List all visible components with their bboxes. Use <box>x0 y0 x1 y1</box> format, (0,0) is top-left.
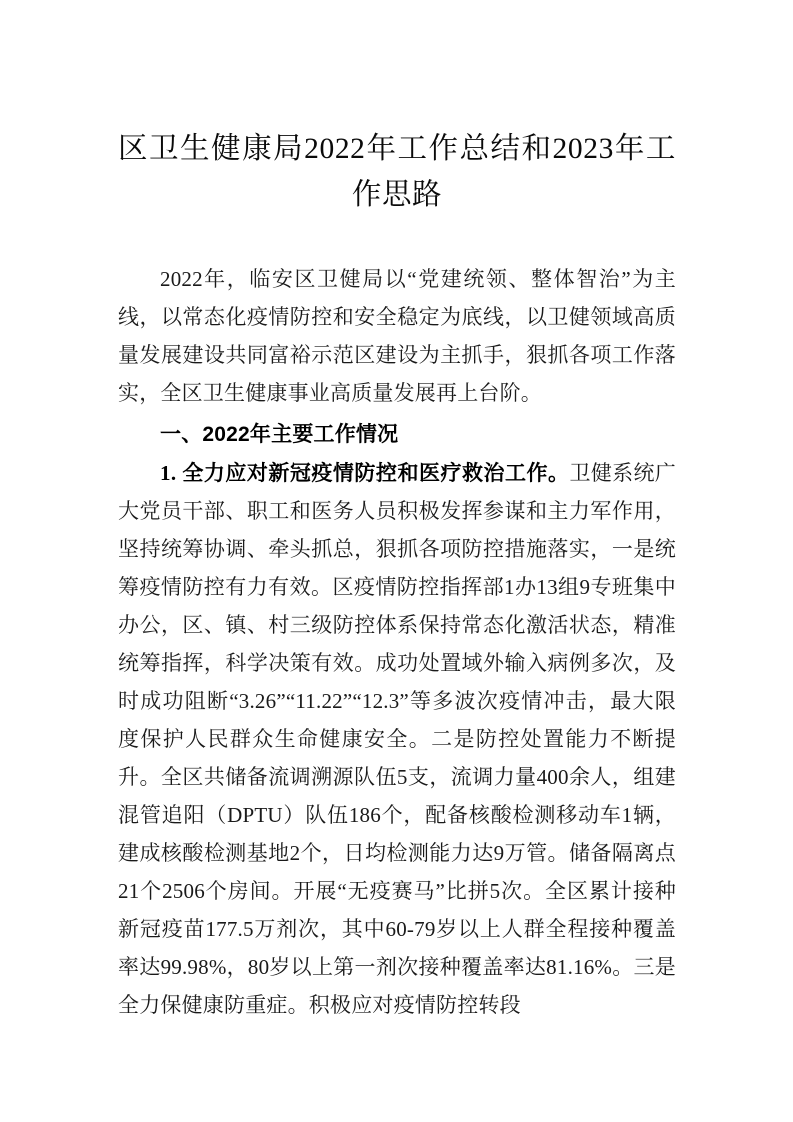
section-heading-1: 一、2022年主要工作情况 <box>160 423 399 446</box>
document-body <box>118 0 676 1024</box>
page-title-line-2: 作思路 <box>351 179 443 211</box>
page-title <box>118 0 676 218</box>
page-title-line-1: 区卫生健康局2022年工作总结和2023年工 <box>118 133 676 165</box>
item-1-paragraph <box>118 454 676 1024</box>
intro-paragraph: 2022年，临安区卫健局以“党建统领、整体智治”为主线，以常态化疫情防控和安全稳定为底线，以卫健领域高质量发展建设共同富裕示范区建设为主抓手，狠抓各项工作落实，全区卫生健康事业高质量发展再上台阶。 <box>118 267 676 405</box>
item-1-body: 卫健系统广大党员干部、职工和医务人员积极发挥参谋和主力军作用，坚持统筹协调、牵头抓总，狠抓各项防控措施落实，一是统筹疫情防控有力有效。区疫情防控指挥部1办13组9专班集中办公，区、镇、村三级防控体系保持常态化激活状态，精准统筹指挥，科学决策有效。成功处置域外输入病例多次，及时成功阻断“3.26”“11.22”“12.3”等多波次疫情冲击，最大限度保护人民群众生命健康安全。二是防控处置能力不断提升。全区共储备流调溯源队伍5支，流调力量400余人，组建混管追阳（DPTU）队伍186个，配备核酸检测移动车1辆，建成核酸检测基地2个，日均检测能力达9万管。储备隔离点21个2506个房间。开展“无疫赛马”比拼5次。全区累计接种新冠疫苗177.5万剂次，其中60-79岁以上人群全程接种覆盖率达99.98%，80岁以上第一剂次接种覆盖率达81.16%。三是全力保健康防重症。积极应对疫情防控转段 <box>118 461 676 1017</box>
item-1-lead: 1. 全力应对新冠疫情防控和医疗救治工作。 <box>160 461 570 485</box>
